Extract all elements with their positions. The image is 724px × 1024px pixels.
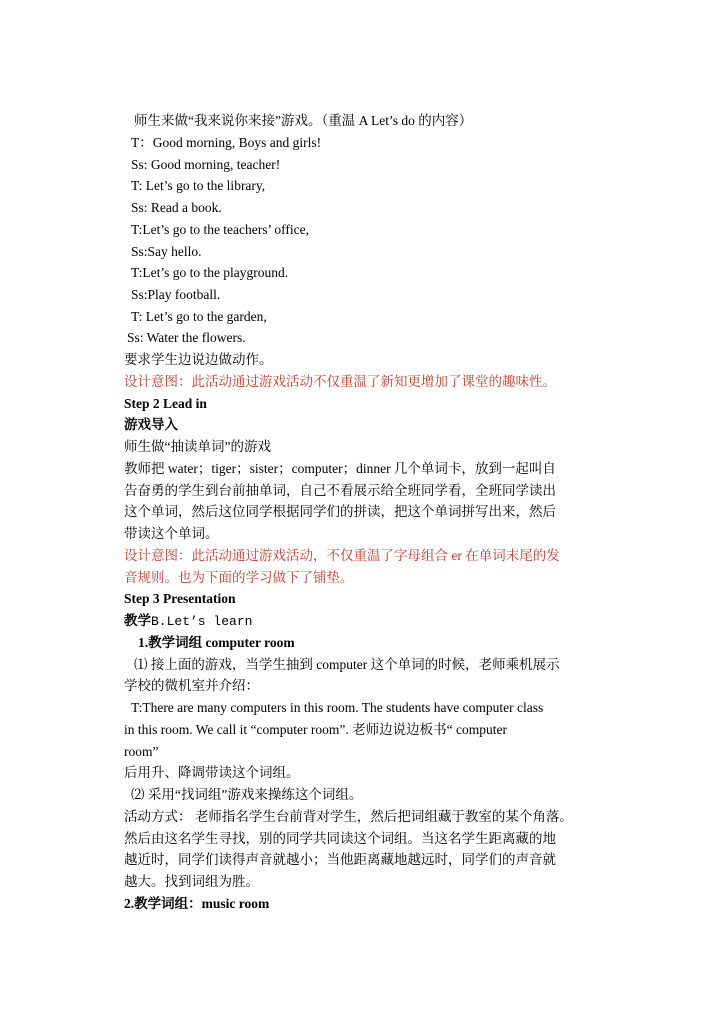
subsection-heading	[124, 612, 252, 631]
subsection-heading: 游戏导入	[124, 417, 178, 432]
text-line: T: Let’s go to the garden,	[131, 309, 267, 324]
text-line: 告奋勇的学生到台前抽单词，自己不看展示给全班同学看，全班同学读出	[124, 483, 556, 498]
text-line: in this room. We call it “computer room”. 老师边说边板书“ computer	[124, 722, 507, 737]
text-line: 带读这个单词。	[124, 526, 219, 541]
text-line: ⑵ 采用“找词组”游戏来操练这个词组。	[131, 787, 363, 802]
text-line: T: Let’s go to the library,	[131, 178, 266, 193]
numbered-heading	[124, 895, 269, 913]
text-line: room”	[124, 744, 159, 759]
text-line: 活动方式： 老师指名学生台前背对学生，然后把词组藏于教室的某个角落。	[124, 809, 573, 824]
text-line: 教师把 water；tiger；sister；computer；dinner 几个单词卡，放到一起叫自	[124, 461, 556, 476]
text-line: T:There are many computers in this room. The students have computer class	[131, 700, 544, 715]
heading-lesson-title: B.Let’s learn	[151, 614, 253, 629]
text-line: Ss: Good morning, teacher!	[131, 157, 281, 172]
text-line: 后用升、降调带读这个词组。	[124, 765, 300, 780]
text-line: T：Good morning, Boys and girls!	[131, 135, 322, 150]
text-line: 这个单词，然后这位同学根据同学们的拼读，把这个单词拼写出来，然后	[124, 504, 556, 519]
text-line: 然后由这名学生寻找，别的同学共同读这个词组。当这名学生距离藏的地	[124, 831, 556, 846]
text-line: ⑴ 接上面的游戏，当学生抽到 computer 这个单词的时候，老师乘机展示	[134, 657, 560, 672]
text-line: 师生做“抽读单词”的游戏	[124, 439, 271, 454]
text-line: 学校的微机室并介绍：	[124, 678, 259, 693]
text-line: Ss:Say hello.	[131, 244, 202, 259]
text-line: 越近时，同学们读得声音就越小；当他距离藏地越远时，同学们的声音就	[124, 852, 556, 867]
heading-prefix: 教学	[124, 613, 151, 628]
design-intent-line: 设计意图：此活动通过游戏活动不仅重温了新知更增加了课堂的趣味性。	[124, 374, 556, 389]
numbered-heading	[138, 634, 295, 652]
design-intent-line: 音规则。也为下面的学习做下了铺垫。	[124, 570, 354, 585]
text-line: Ss: Read a book.	[131, 200, 222, 215]
text-line: 师生来做“我来说你来接”游戏。（重温 A Let’s do 的内容）	[134, 113, 473, 128]
heading-phrase: computer room	[202, 635, 295, 650]
text-line: Ss: Water the flowers.	[127, 330, 246, 345]
section-heading: Step 2 Lead in	[124, 396, 207, 411]
text-line: T:Let’s go to the teachers’ office,	[131, 222, 310, 237]
heading-prefix: 2.教学词组：	[124, 896, 202, 911]
text-line: 要求学生边说边做动作。	[124, 352, 273, 367]
text-line: Ss:Play football.	[131, 287, 221, 302]
text-line: T:Let’s go to the playground.	[131, 265, 289, 280]
design-intent-line: 设计意图：此活动通过游戏活动，不仅重温了字母组合 er 在单词末尾的发	[124, 548, 560, 563]
section-heading: Step 3 Presentation	[124, 591, 236, 606]
text-line: 越大。找到词组为胜。	[124, 874, 259, 889]
heading-prefix: 1.教学词组	[138, 635, 203, 650]
heading-phrase: music room	[201, 896, 270, 911]
